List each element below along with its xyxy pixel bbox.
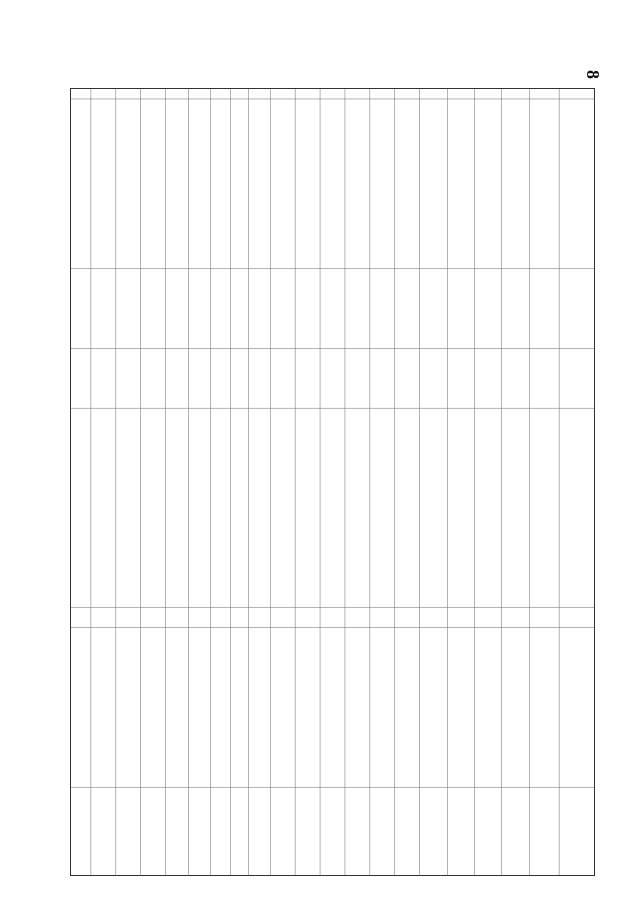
- rotated-data-table: [70, 88, 595, 876]
- page-number: 8: [583, 70, 603, 79]
- table-grid: [71, 89, 594, 875]
